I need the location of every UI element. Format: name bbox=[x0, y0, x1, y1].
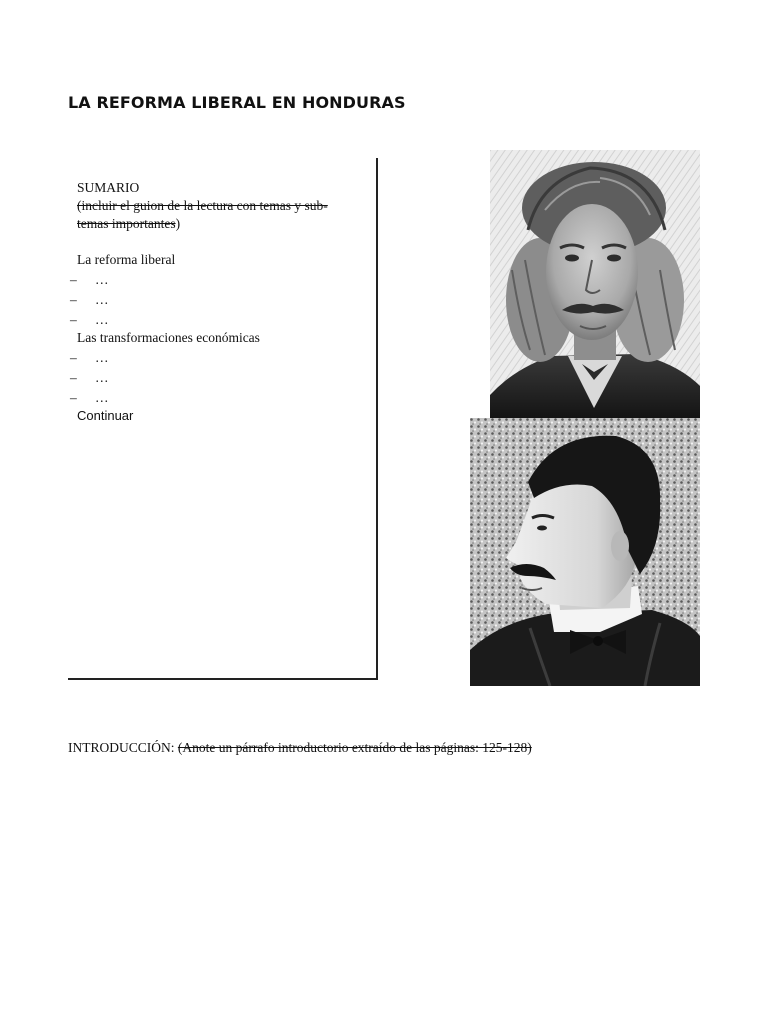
summary-instruction-line1: (incluir el guion de la lectura con temas y sub- bbox=[77, 198, 328, 213]
section-title-transformaciones: Las transformaciones económicas bbox=[77, 330, 260, 345]
introduction-label: INTRODUCCIÓN: bbox=[68, 740, 175, 755]
summary-instruction-line2 bbox=[77, 216, 180, 232]
list-item: … bbox=[95, 292, 110, 307]
summary-instruction-struck-text: temas importantes bbox=[77, 216, 176, 231]
list-bullet: – bbox=[70, 370, 77, 385]
summary-box-right-border bbox=[376, 158, 378, 680]
portrait-profile-image bbox=[470, 418, 700, 686]
list-bullet: – bbox=[70, 390, 77, 405]
list-item: … bbox=[95, 390, 110, 405]
list-item: … bbox=[95, 370, 110, 385]
list-bullet: – bbox=[70, 312, 77, 327]
summary-heading: SUMARIO bbox=[77, 180, 140, 195]
list-item: … bbox=[95, 350, 110, 365]
portrait-sideburns-image bbox=[490, 150, 700, 418]
summary-box-bottom-border bbox=[68, 678, 378, 680]
section-title-reforma: La reforma liberal bbox=[77, 252, 176, 267]
summary-instruction-closing: ) bbox=[175, 216, 181, 231]
list-item: … bbox=[95, 272, 110, 287]
page-title: LA REFORMA LIBERAL EN HONDURAS bbox=[68, 93, 406, 112]
list-bullet: – bbox=[70, 292, 77, 307]
list-bullet: – bbox=[70, 350, 77, 365]
list-bullet: – bbox=[70, 272, 77, 287]
introduction-instruction: (Anote un párrafo introductorio extraído de las páginas: 125-128) bbox=[177, 740, 532, 755]
introduction-line bbox=[68, 740, 532, 756]
list-item: … bbox=[95, 312, 110, 327]
continue-label: Continuar bbox=[77, 408, 134, 423]
